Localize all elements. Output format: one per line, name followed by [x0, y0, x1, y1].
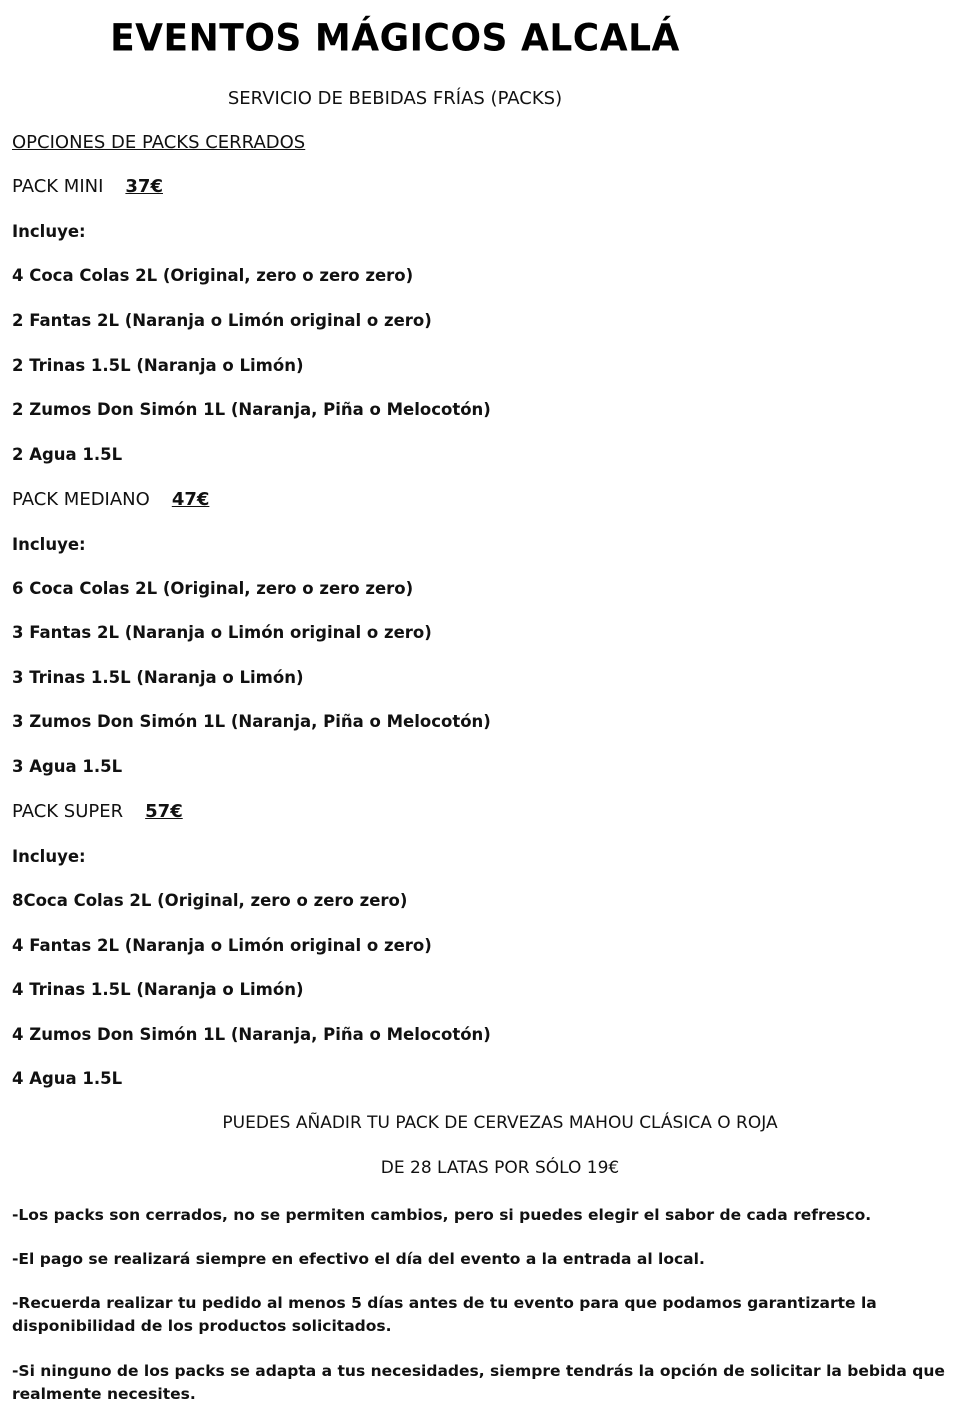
- pack-super-item: 8Coca Colas 2L (Original, zero o zero zero): [12, 891, 408, 910]
- pack-mediano-item: 6 Coca Colas 2L (Original, zero o zero zero): [12, 579, 414, 598]
- pack-mediano-item: 3 Agua 1.5L: [12, 757, 123, 776]
- pack-mini-includes: Incluye:: [12, 222, 86, 241]
- pack-super-item: 4 Trinas 1.5L (Naranja o Limón): [12, 980, 304, 999]
- beer-offer-line: DE 28 LATAS POR SÓLO 19€: [380, 1158, 620, 1178]
- pack-super-item: 4 Agua 1.5L: [12, 1069, 123, 1088]
- note: -Si ninguno de los packs se adapta a tus necesidades, siempre tendrás la opción de solicitar la bebida que realmente necesites.: [12, 1362, 945, 1403]
- note: -Los packs son cerrados, no se permiten cambios, pero si puedes elegir el sabor de cada refresco.: [12, 1206, 872, 1224]
- pack-super-name: PACK SUPER: [12, 801, 124, 822]
- pack-super-item: 4 Fantas 2L (Naranja o Limón original o zero): [12, 936, 432, 955]
- pack-mini-item: 2 Agua 1.5L: [12, 445, 123, 464]
- pack-mini-price: 37€: [125, 176, 163, 197]
- pack-super-title: [12, 801, 183, 822]
- pack-mini-name: PACK MINI: [12, 176, 104, 197]
- pack-super-item: 4 Zumos Don Simón 1L (Naranja, Piña o Melocotón): [12, 1025, 491, 1044]
- page-subtitle: SERVICIO DE BEBIDAS FRÍAS (PACKS): [227, 88, 563, 109]
- pack-mini-item: 2 Zumos Don Simón 1L (Naranja, Piña o Melocotón): [12, 400, 491, 419]
- note: -El pago se realizará siempre en efectivo el día del evento a la entrada al local.: [12, 1250, 705, 1268]
- pack-super-price: 57€: [145, 801, 183, 822]
- pack-mediano-item: 3 Trinas 1.5L (Naranja o Limón): [12, 668, 304, 687]
- pack-mediano-name: PACK MEDIANO: [12, 489, 150, 510]
- pack-mediano-title: [12, 489, 209, 510]
- page-title: EVENTOS MÁGICOS ALCALÁ: [110, 16, 680, 61]
- note: -Recuerda realizar tu pedido al menos 5 días antes de tu evento para que podamos garantizarte la disponibilidad de los productos solicitados.: [12, 1294, 877, 1335]
- pack-mini-item: 2 Trinas 1.5L (Naranja o Limón): [12, 356, 304, 375]
- pack-mediano-item: 3 Fantas 2L (Naranja o Limón original o zero): [12, 623, 432, 642]
- pack-super-includes: Incluye:: [12, 847, 86, 866]
- beer-offer-line: PUEDES AÑADIR TU PACK DE CERVEZAS MAHOU CLÁSICA O ROJA: [222, 1113, 778, 1133]
- pack-mediano-includes: Incluye:: [12, 535, 86, 554]
- pack-mini-title: [12, 176, 163, 197]
- pack-mediano-item: 3 Zumos Don Simón 1L (Naranja, Piña o Melocotón): [12, 712, 491, 731]
- pack-mediano-price: 47€: [171, 489, 210, 510]
- section-heading: OPCIONES DE PACKS CERRADOS: [12, 132, 306, 153]
- pack-mini-item: 4 Coca Colas 2L (Original, zero o zero zero): [12, 266, 414, 285]
- pack-mini-item: 2 Fantas 2L (Naranja o Limón original o zero): [12, 311, 432, 330]
